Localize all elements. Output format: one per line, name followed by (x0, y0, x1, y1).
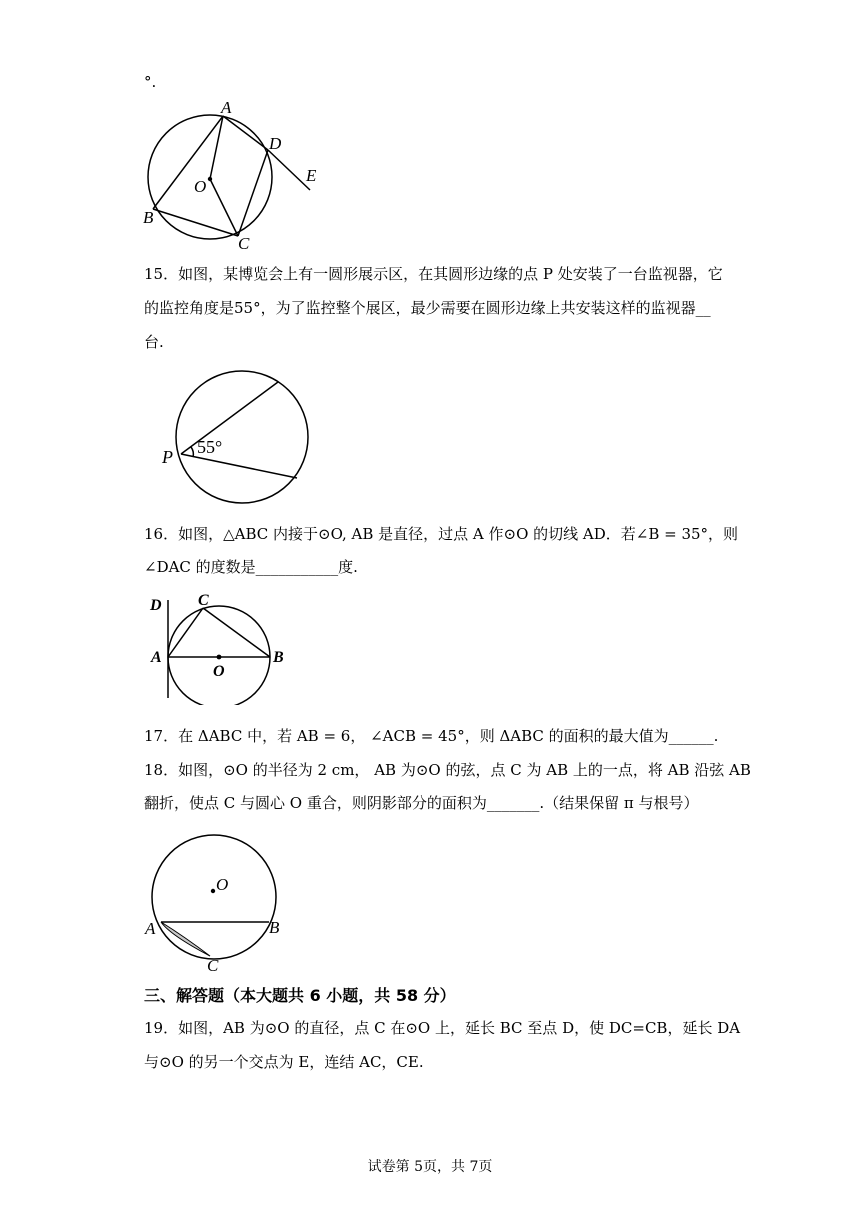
q15-label-P: P (162, 447, 173, 467)
q14-center-point (208, 177, 212, 181)
q14-segment-OC (210, 179, 238, 236)
q18-center-point (211, 889, 215, 893)
q14-segment-BC (153, 209, 238, 236)
q19-text-line-2: 与⊙O 的另一个交点为 E，连结 AC，CE. (144, 1053, 424, 1071)
q18-label-B: B (269, 918, 280, 937)
q14-label-A: A (221, 98, 232, 117)
q15-angle-label: 55° (197, 437, 223, 457)
q16-segment-CB (203, 608, 270, 657)
q15-monitor-ray-upper (181, 382, 278, 454)
q15-circle (176, 371, 308, 503)
q16-label-C: C (198, 592, 209, 609)
q15-text-line-1: 15．如图，某博览会上有一圆形展示区，在其圆形边缘的点 P 处安装了一台监视器，它 (144, 265, 723, 283)
page-footer: 试卷第 5页，共 7页 (367, 1159, 493, 1175)
q16-label-D: D (150, 597, 162, 614)
q14-segment-DC (238, 150, 268, 236)
q18-text-line-2: 翻折，使点 C 与圆心 O 重合，则阴影部分的面积为_______.（结果保留 π 与根号） (144, 794, 699, 812)
q16-center-point (217, 655, 222, 660)
q14-segment-DE (268, 150, 310, 190)
q16-circle-figure (143, 590, 293, 705)
q15-monitor-ray-lower (181, 454, 297, 478)
q16-segment-AC (168, 608, 203, 657)
q14-label-D: D (269, 134, 282, 153)
q18-label-C: C (207, 956, 219, 975)
q15-text-line-2: 的监控角度是55°，为了监控整个展区，最少需要在圆形边缘上共安装这样的监视器__ (144, 299, 711, 317)
q18-label-A: A (145, 919, 156, 938)
q16-label-O: O (213, 663, 225, 680)
q16-label-A: A (151, 649, 162, 666)
q15-text-line-3: 台. (144, 333, 164, 351)
q18-circle-figure (140, 825, 290, 975)
q18-circle (152, 835, 276, 959)
q14-label-E: E (306, 166, 317, 185)
q16-label-B: B (273, 649, 284, 666)
section-heading: 三、解答题（本大题共 6 小题，共 58 分） (144, 986, 456, 1005)
q14-label-B: B (143, 208, 154, 227)
q18-text-line-1: 18．如图，⊙O 的半径为 2 cm， AB 为⊙O 的弦，点 C 为 AB 上的一点，将 AB 沿弦 AB (144, 761, 751, 779)
q19-text-line-1: 19．如图，AB 为⊙O 的直径，点 C 在⊙O 上，延长 BC 至点 D，使 DC=CB，延长 DA (144, 1019, 741, 1037)
q18-label-O: O (216, 875, 229, 894)
q14-label-C: C (238, 234, 250, 253)
q14-segment-AD (223, 116, 268, 150)
q14-segment-BA (153, 116, 223, 209)
q16-text-line-1: 16．如图，△ABC 内接于⊙O, AB 是直径，过点 A 作⊙O 的切线 AD．若∠B = 35°，则 (144, 525, 739, 543)
q14-circle-figure (138, 98, 328, 253)
q15-circle-figure (158, 365, 318, 510)
q14-label-O: O (194, 177, 207, 196)
q16-text-line-2: ∠DAC 的度数是___________度. (144, 558, 358, 576)
q17-text-line-1: 17．在 ΔABC 中，若 AB = 6， ∠ACB = 45°，则 ΔABC 的面积的最大值为______. (144, 727, 719, 745)
previous-question-fragment: °. (144, 73, 157, 91)
